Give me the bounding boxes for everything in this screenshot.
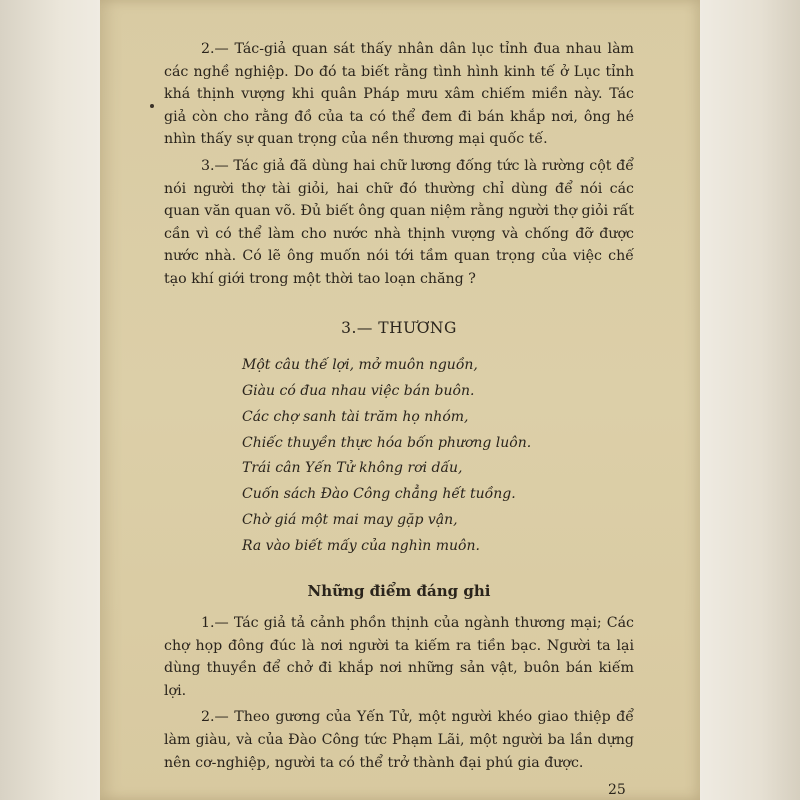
margin-ink-mark [150,104,154,108]
page-text [164,38,634,774]
notes-heading: Những điểm đáng ghi [307,581,491,600]
section-heading: 3.— THƯƠNG [341,318,457,337]
book-page [100,0,700,800]
page-number: 25 [608,782,626,798]
note-2: 2.— Theo gương của Yến Tử, một người khéo giao thiệp để làm giàu, và của Đào Công tức Phạm Lãi, một người ba lần dựng nên cơ-nghiệp, người ta có thể trở thành đại phú gia được. [164,709,634,771]
poem [242,353,634,559]
poem-line: Các chợ sanh tài trăm họ nhóm, [242,408,469,425]
poem-line: Cuốn sách Đào Công chẳng hết tuồng. [242,486,516,503]
poem-line: Trái cân Yến Tử không rơi dấu, [242,460,463,477]
poem-line: Ra vào biết mấy của nghìn muôn. [242,537,480,554]
note-1: 1.— Tác giả tả cảnh phồn thịnh của ngành thương mại; Các chợ họp đông đúc là nơi người ta kiếm ra tiền bạc. Người ta lại dùng thuyền để chở đi khắp nơi những sản vật, buôn bán kiếm lợi. [164,615,634,699]
paragraph-3: 3.— Tác giả đã dùng hai chữ lương đống tức là rường cột để nói người thợ tài giỏi, hai chữ đó thường chỉ dùng để nói các quan văn quan võ. Đủ biết ông quan niệm rằng người thợ giỏi rất cần vì có thể làm cho nước nhà thịnh vượng và chống đỡ được nước nhà. Có lẽ ông muốn nói tới tầm quan trọng của việc chế tạo khí giới trong một thời tao loạn chăng ? [164,157,634,287]
poem-line: Giàu có đua nhau việc bán buôn. [242,382,475,399]
poem-line: Chiếc thuyền thực hóa bốn phương luôn. [242,434,532,451]
paragraph-2: 2.— Tác-giả quan sát thấy nhân dân lục tỉnh đua nhau làm các nghề nghiệp. Do đó ta biết rằng tình hình kinh tế ở Lục tỉnh khá thịnh vượng khi quân Pháp mưu xâm chiếm miền này. Tác giả còn cho rằng đồ của ta có thể đem đi bán khắp nơi, ông hé nhìn thấy sự quan trọng của nền thương mại quốc tế. [164,41,634,148]
poem-line: Một câu thế lợi, mở muôn nguồn, [242,357,478,374]
poem-line: Chờ giá một mai may gặp vận, [242,511,458,528]
